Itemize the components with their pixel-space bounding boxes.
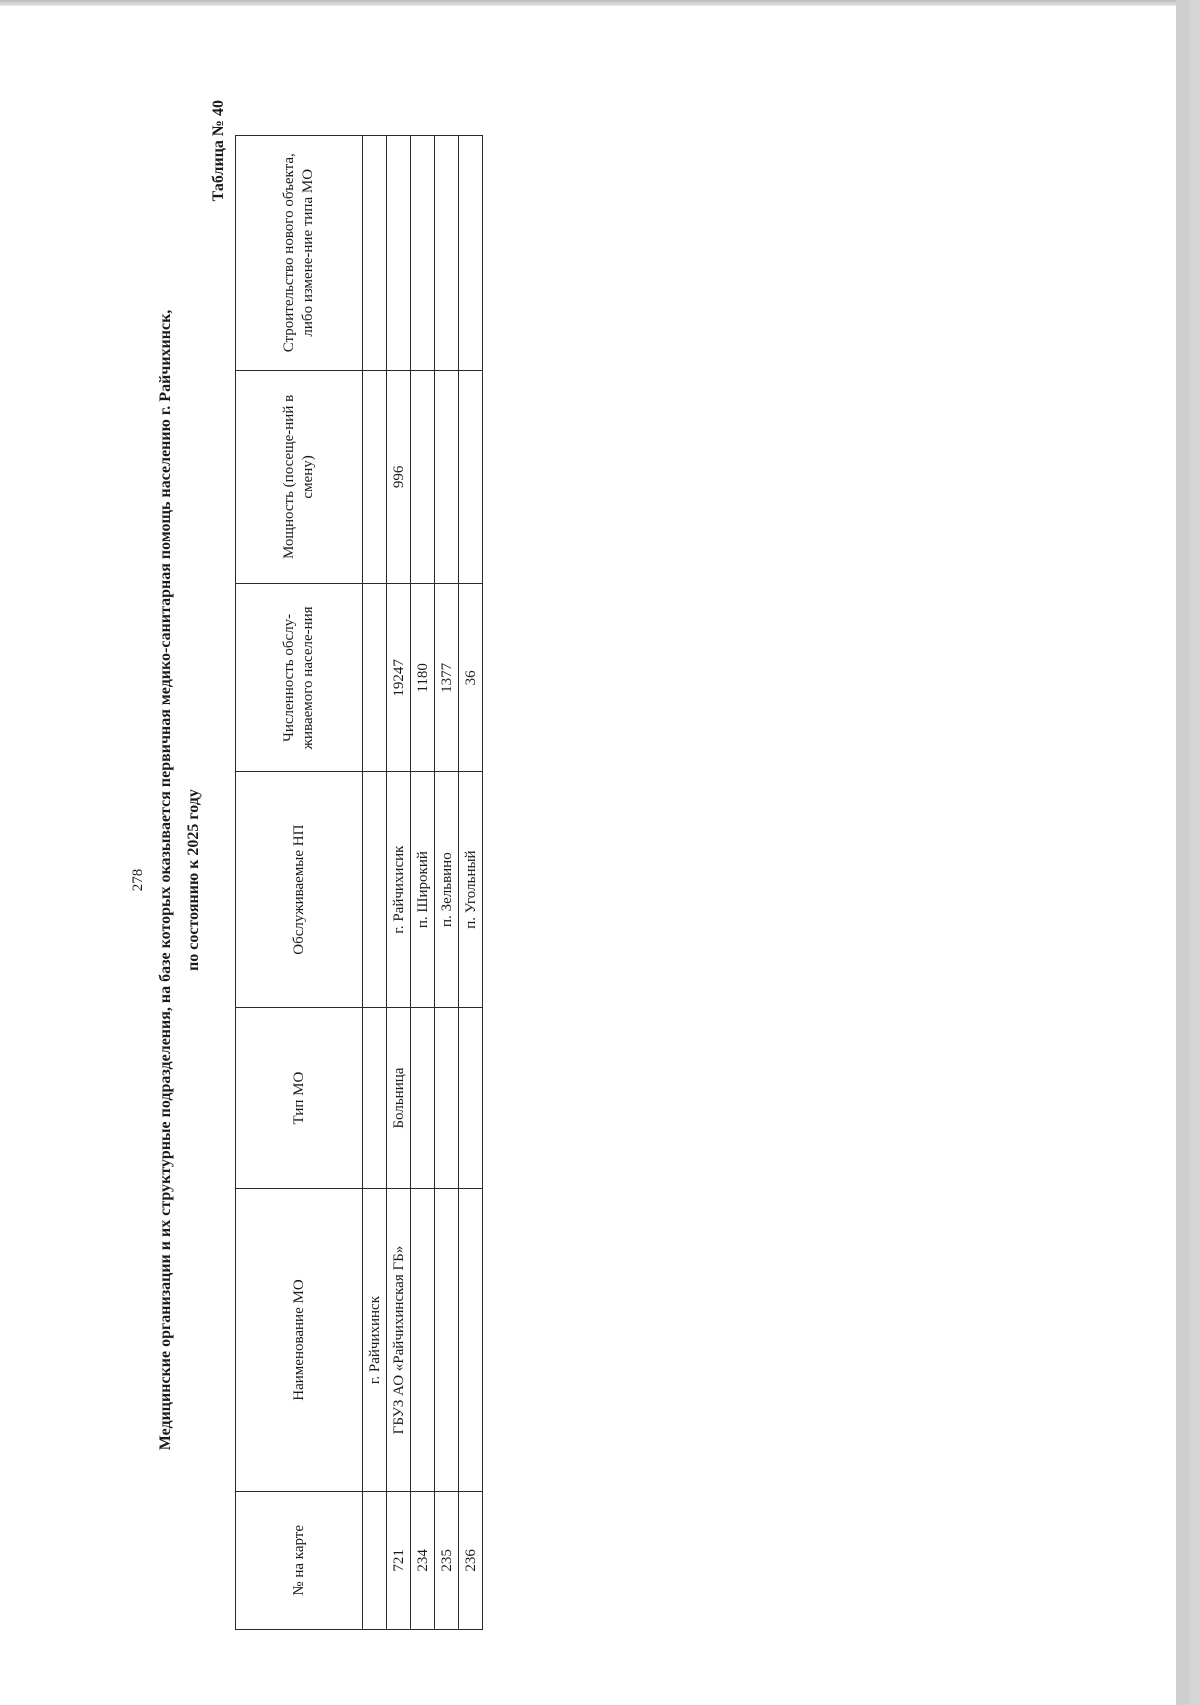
cell-map-number: 721 bbox=[387, 1491, 411, 1629]
header-capacity: Мощность (посеще-ний в смену) bbox=[236, 370, 363, 584]
table-row bbox=[411, 136, 435, 1630]
document-title-line-1: Медицинские организации и их структурные подразделения, на базе которых оказывается первичная медико-санитарная помощь населению г. Райчихинск, bbox=[157, 309, 174, 1451]
cell-population: 36 bbox=[459, 584, 483, 772]
table-row bbox=[387, 136, 411, 1630]
page-number: 278 bbox=[130, 868, 146, 892]
cell-construction bbox=[459, 136, 483, 371]
table-group-row bbox=[363, 136, 387, 1630]
cell-capacity bbox=[435, 370, 459, 584]
scan-edge-right bbox=[1176, 0, 1190, 1705]
document-title bbox=[152, 90, 208, 1670]
table-label: Таблица № 40 bbox=[210, 100, 227, 202]
cell-capacity bbox=[459, 370, 483, 584]
cell-population: 1377 bbox=[435, 584, 459, 772]
cell-served-settlement: п. Угольный bbox=[459, 772, 483, 1007]
header-mo-type: Тип МО bbox=[236, 1007, 363, 1189]
cell-served-settlement: п. Зельвино bbox=[435, 772, 459, 1007]
group-cell-empty bbox=[363, 370, 387, 584]
cell-served-settlement: п. Широкий bbox=[411, 772, 435, 1007]
cell-population: 19247 bbox=[387, 584, 411, 772]
header-mo-name: Наименование МО bbox=[236, 1189, 363, 1491]
cell-map-number: 236 bbox=[459, 1491, 483, 1629]
cell-mo-type bbox=[459, 1007, 483, 1189]
table-row bbox=[435, 136, 459, 1630]
cell-map-number: 234 bbox=[411, 1491, 435, 1629]
cell-capacity: 996 bbox=[387, 370, 411, 584]
cell-mo-name bbox=[435, 1189, 459, 1491]
cell-mo-type bbox=[411, 1007, 435, 1189]
cell-construction bbox=[387, 136, 411, 371]
cell-mo-type: Больница bbox=[387, 1007, 411, 1189]
group-cell-empty bbox=[363, 772, 387, 1007]
cell-population: 1180 bbox=[411, 584, 435, 772]
table-header-row bbox=[236, 136, 363, 1630]
group-cell-empty bbox=[363, 1491, 387, 1629]
cell-served-settlement: г. Райчихисик bbox=[387, 772, 411, 1007]
group-label: г. Райчихинск bbox=[363, 1189, 387, 1491]
group-cell-empty bbox=[363, 1007, 387, 1189]
cell-capacity bbox=[411, 370, 435, 584]
cell-mo-type bbox=[435, 1007, 459, 1189]
scan-edge-top bbox=[0, 0, 1190, 6]
cell-mo-name bbox=[411, 1189, 435, 1491]
cell-mo-name bbox=[459, 1189, 483, 1491]
header-served-settlements: Обслуживаемые НП bbox=[236, 772, 363, 1007]
cell-mo-name: ГБУЗ АО «Райчихинская ГБ» bbox=[387, 1189, 411, 1491]
group-cell-empty bbox=[363, 136, 387, 371]
cell-construction bbox=[435, 136, 459, 371]
header-map-number: № на карте bbox=[236, 1491, 363, 1629]
header-served-population: Численность обслу-живаемого населе-ния bbox=[236, 584, 363, 772]
group-cell-empty bbox=[363, 584, 387, 772]
header-construction: Строительство нового объекта, либо измене-ние типа МО bbox=[236, 136, 363, 371]
rotated-page-content bbox=[130, 90, 690, 1670]
cell-construction bbox=[411, 136, 435, 371]
cell-map-number: 235 bbox=[435, 1491, 459, 1629]
medical-organizations-table bbox=[235, 135, 483, 1630]
table-row bbox=[459, 136, 483, 1630]
document-title-line-2: по состоянию к 2025 году bbox=[185, 789, 202, 971]
